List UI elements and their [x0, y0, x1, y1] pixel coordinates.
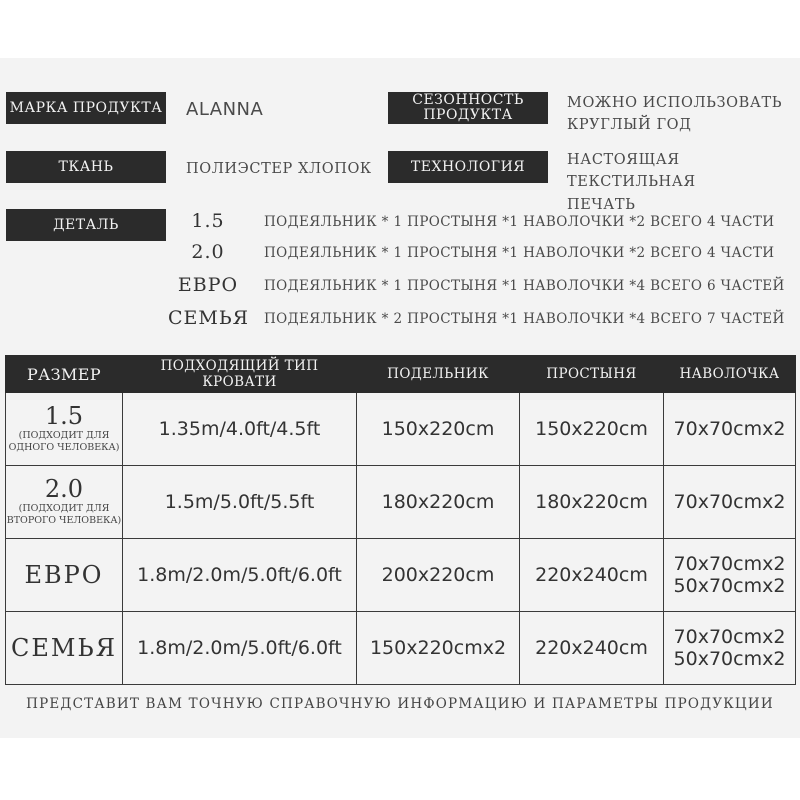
- technology-label: ТЕХНОЛОГИЯ: [388, 151, 548, 183]
- size-note: (ПОДХОДИТ ДЛЯ: [18, 429, 110, 441]
- header-bed-type: ПОДХОДЯЩИЙ ТИП КРОВАТИ: [123, 356, 357, 393]
- detail-code: 2.0: [191, 241, 225, 263]
- duvet-cell: 150x220cmx2: [357, 612, 520, 685]
- size-cell: [6, 539, 123, 612]
- size-value: 2.0: [44, 475, 84, 504]
- season-value-line-2: КРУГЛЫЙ ГОД: [567, 117, 692, 134]
- pillowcase-value: 50x70cmx2: [673, 575, 786, 597]
- pillowcase-cell: [664, 612, 796, 685]
- size-value: СЕМЬЯ: [10, 633, 117, 662]
- table-row: [6, 612, 796, 685]
- detail-description: ПОДЕЯЛЬНИК * 1 ПРОСТЫНЯ *1 НАВОЛОЧКИ *2 ВСЕГО 4 ЧАСТИ: [264, 214, 775, 230]
- pillowcase-value: 70x70cmx2: [673, 626, 786, 648]
- header-pillowcase: НАВОЛОЧКА: [664, 356, 796, 393]
- pillowcase-cell: [664, 539, 796, 612]
- sheet-cell: 220x240cm: [520, 539, 664, 612]
- pillowcase-value: 50x70cmx2: [673, 648, 786, 670]
- detail-label: ДЕТАЛЬ: [6, 209, 166, 241]
- header-duvet: ПОДЕЛЬНИК: [357, 356, 520, 393]
- bed-type-cell: 1.5m/5.0ft/5.5ft: [123, 466, 357, 539]
- detail-description: ПОДЕЯЛЬНИК * 1 ПРОСТЫНЯ *1 НАВОЛОЧКИ *4 ВСЕГО 6 ЧАСТЕЙ: [264, 278, 785, 294]
- detail-description: ПОДЕЯЛЬНИК * 2 ПРОСТЫНЯ *1 НАВОЛОЧКИ *4 ВСЕГО 7 ЧАСТЕЙ: [264, 311, 785, 327]
- size-table: [5, 355, 796, 685]
- size-note: ВТОРОГО ЧЕЛОВЕКА): [6, 515, 122, 527]
- size-value: 1.5: [44, 402, 84, 431]
- header-sheet: ПРОСТЫНЯ: [520, 356, 664, 393]
- technology-value: [567, 149, 800, 216]
- season-value-line-1: МОЖНО ИСПОЛЬЗОВАТЬ: [567, 95, 783, 111]
- pillowcase-cell: [664, 393, 796, 466]
- table-row: [6, 539, 796, 612]
- pillowcase-cell: [664, 466, 796, 539]
- detail-description: ПОДЕЯЛЬНИК * 1 ПРОСТЫНЯ *1 НАВОЛОЧКИ *2 ВСЕГО 4 ЧАСТИ: [264, 245, 775, 261]
- fabric-value: ПОЛИЭСТЕР ХЛОПОК: [186, 161, 372, 177]
- size-cell: [6, 612, 123, 685]
- sheet-cell: 150x220cm: [520, 393, 664, 466]
- detail-code: ЕВРО: [177, 274, 239, 296]
- fabric-label: ТКАНЬ: [6, 151, 166, 183]
- detail-code: 1.5: [191, 210, 225, 232]
- season-value: [567, 92, 782, 137]
- size-note: ОДНОГО ЧЕЛОВЕКА): [8, 442, 120, 454]
- pillowcase-value: 70x70cmx2: [673, 491, 786, 513]
- table-row: [6, 393, 796, 466]
- bed-type-cell: 1.8m/2.0m/5.0ft/6.0ft: [123, 612, 357, 685]
- technology-value-line-1: НАСТОЯЩАЯ ТЕКСТИЛЬНАЯ: [567, 152, 696, 191]
- duvet-cell: 150x220cm: [357, 393, 520, 466]
- duvet-cell: 180x220cm: [357, 466, 520, 539]
- duvet-cell: 200x220cm: [357, 539, 520, 612]
- brand-label: МАРКА ПРОДУКТА: [6, 92, 166, 124]
- footer-note: ПРЕДСТАВИТ ВАМ ТОЧНУЮ СПРАВОЧНУЮ ИНФОРМАЦИЮ И ПАРАМЕТРЫ ПРОДУКЦИИ: [26, 696, 774, 712]
- header-size: РАЗМЕР: [6, 356, 123, 393]
- technology-value-line-2: ПЕЧАТЬ: [567, 196, 636, 213]
- bed-type-cell: 1.35m/4.0ft/4.5ft: [123, 393, 357, 466]
- pillowcase-value: 70x70cmx2: [673, 418, 786, 440]
- sheet-cell: 180x220cm: [520, 466, 664, 539]
- size-table-header: [6, 356, 796, 393]
- detail-code: СЕМЬЯ: [168, 307, 250, 329]
- size-cell: [6, 466, 123, 539]
- bed-type-cell: 1.8m/2.0m/5.0ft/6.0ft: [123, 539, 357, 612]
- size-note: (ПОДХОДИТ ДЛЯ: [18, 502, 110, 514]
- sheet-cell: 220x240cm: [520, 612, 664, 685]
- season-label: СЕЗОННОСТЬ ПРОДУКТА: [388, 92, 548, 124]
- size-cell: [6, 393, 123, 466]
- size-value: ЕВРО: [24, 560, 104, 589]
- pillowcase-value: 70x70cmx2: [673, 553, 786, 575]
- brand-value: ALANNA: [186, 99, 264, 120]
- table-row: [6, 466, 796, 539]
